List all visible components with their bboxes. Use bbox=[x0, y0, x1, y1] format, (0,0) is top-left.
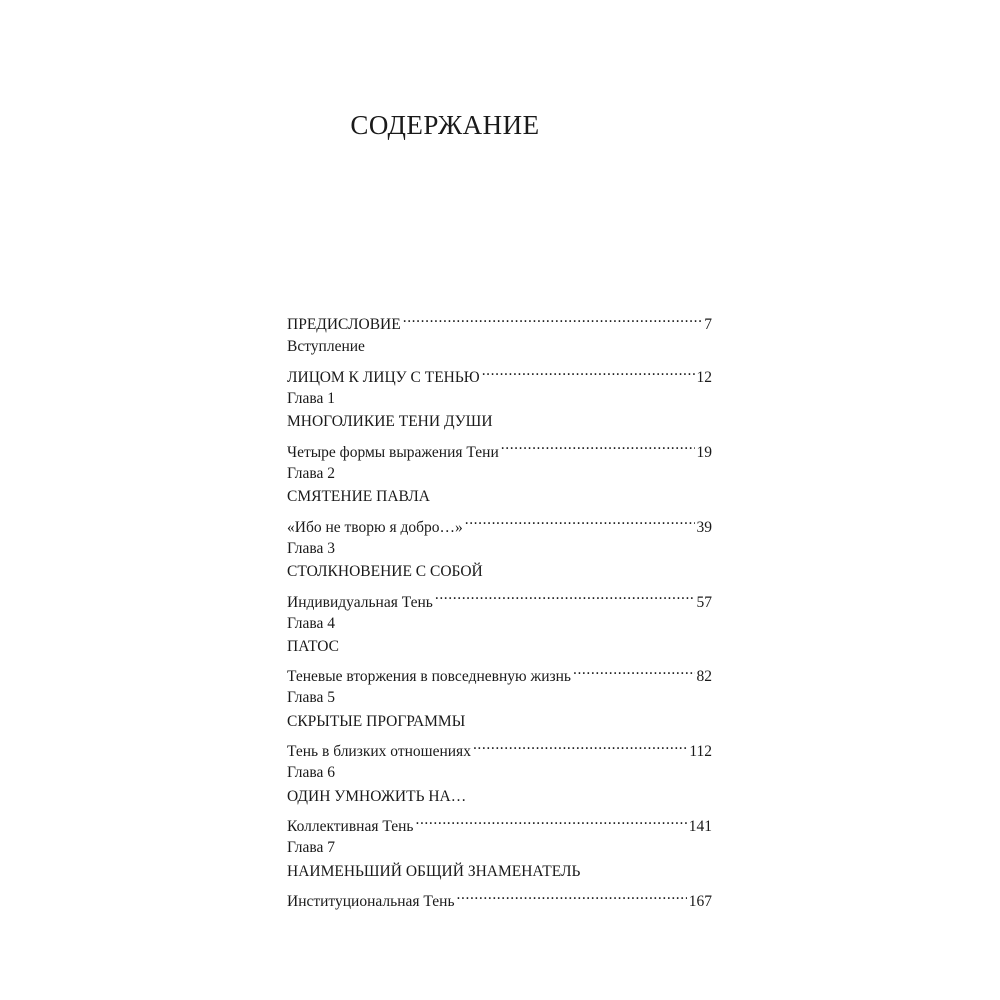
toc-line[interactable] bbox=[287, 883, 712, 911]
toc-line[interactable] bbox=[287, 508, 712, 536]
toc-entry-chapter-5 bbox=[287, 686, 712, 761]
chapter-label-text: Глава 3 bbox=[287, 539, 336, 557]
entry-title: ПРЕДИСЛОВИЕ bbox=[287, 316, 401, 334]
chapter-label-text: Глава 6 bbox=[287, 764, 336, 782]
chapter-label bbox=[287, 686, 712, 709]
toc-line[interactable] bbox=[287, 658, 712, 686]
page-number: 141 bbox=[688, 818, 712, 836]
dot-leader bbox=[501, 433, 695, 456]
dot-leader bbox=[435, 583, 695, 606]
chapter-heading-text: СТОЛКНОВЕНИЕ С СОБОЙ bbox=[287, 562, 483, 580]
chapter-subtitle: Тень в близких отношениях bbox=[287, 743, 471, 761]
table-of-contents bbox=[287, 306, 712, 911]
page-number: 82 bbox=[696, 668, 712, 686]
page-number: 112 bbox=[689, 743, 712, 761]
dot-leader bbox=[415, 808, 686, 831]
chapter-label-text: Глава 7 bbox=[287, 839, 336, 857]
chapter-label bbox=[287, 761, 712, 784]
chapter-heading bbox=[287, 410, 712, 433]
chapter-subtitle: Теневые вторжения в повседневную жизнь bbox=[287, 668, 571, 686]
chapter-subtitle: Институциональная Тень bbox=[287, 893, 455, 911]
chapter-heading bbox=[287, 485, 712, 508]
chapter-label bbox=[287, 462, 712, 485]
page-number: 12 bbox=[696, 368, 712, 386]
entry-title: ЛИЦОМ К ЛИЦУ С ТЕНЬЮ bbox=[287, 368, 480, 386]
chapter-heading bbox=[287, 635, 712, 658]
page-number: 167 bbox=[688, 893, 712, 911]
chapter-subtitle: Коллективная Тень bbox=[287, 818, 414, 836]
dot-leader bbox=[403, 306, 703, 329]
page-title: СОДЕРЖАНИЕ bbox=[350, 110, 540, 141]
chapter-label-text: Глава 4 bbox=[287, 614, 336, 632]
toc-entry-chapter-7 bbox=[287, 836, 712, 911]
chapter-heading-text: СМЯТЕНИЕ ПАВЛА bbox=[287, 488, 430, 506]
chapter-heading-text: ПАТОС bbox=[287, 637, 340, 655]
chapter-label bbox=[287, 537, 712, 560]
toc-entry-chapter-4 bbox=[287, 612, 712, 686]
dot-leader bbox=[573, 658, 695, 681]
chapter-heading bbox=[287, 710, 712, 733]
toc-entry-preface bbox=[287, 306, 712, 334]
chapter-heading bbox=[287, 785, 712, 808]
chapter-subtitle: Четыре формы выражения Тени bbox=[287, 443, 499, 461]
toc-entry-chapter-3 bbox=[287, 537, 712, 611]
dot-leader bbox=[473, 733, 687, 756]
toc-entry-intro bbox=[287, 335, 712, 386]
chapter-heading bbox=[287, 860, 712, 883]
toc-line[interactable] bbox=[287, 433, 712, 461]
chapter-label bbox=[287, 612, 712, 635]
chapter-heading bbox=[287, 560, 712, 583]
dot-leader bbox=[482, 359, 695, 382]
chapter-subtitle: Индивидуальная Тень bbox=[287, 593, 433, 611]
chapter-heading-text: СКРЫТЫЕ ПРОГРАММЫ bbox=[287, 712, 466, 730]
chapter-label bbox=[287, 387, 712, 410]
chapter-heading-text: НАИМЕНЬШИЙ ОБЩИЙ ЗНАМЕНАТЕЛЬ bbox=[287, 862, 581, 880]
chapter-list bbox=[287, 387, 712, 911]
page-number: 19 bbox=[696, 443, 712, 461]
chapter-label-text: Глава 5 bbox=[287, 689, 336, 707]
toc-entry-chapter-6 bbox=[287, 761, 712, 836]
entry-label bbox=[287, 335, 712, 358]
chapter-label-text: Глава 2 bbox=[287, 464, 336, 482]
toc-line[interactable] bbox=[287, 583, 712, 611]
toc-entry-chapter-1 bbox=[287, 387, 712, 461]
page-number: 57 bbox=[696, 593, 712, 611]
chapter-subtitle: «Ибо не творю я добро…» bbox=[287, 518, 463, 536]
toc-line[interactable] bbox=[287, 808, 712, 836]
page-number: 39 bbox=[696, 518, 712, 536]
toc-line[interactable] bbox=[287, 359, 712, 386]
toc-line[interactable] bbox=[287, 306, 712, 334]
chapter-label-text: Глава 1 bbox=[287, 389, 336, 407]
chapter-heading-text: МНОГОЛИКИЕ ТЕНИ ДУШИ bbox=[287, 413, 493, 431]
dot-leader bbox=[465, 508, 695, 531]
page-number: 7 bbox=[704, 316, 712, 334]
entry-label-text: Вступление bbox=[287, 338, 365, 356]
chapter-heading-text: ОДИН УМНОЖИТЬ НА… bbox=[287, 787, 467, 805]
dot-leader bbox=[457, 883, 687, 906]
toc-line[interactable] bbox=[287, 733, 712, 761]
chapter-label bbox=[287, 836, 712, 859]
toc-entry-chapter-2 bbox=[287, 462, 712, 536]
